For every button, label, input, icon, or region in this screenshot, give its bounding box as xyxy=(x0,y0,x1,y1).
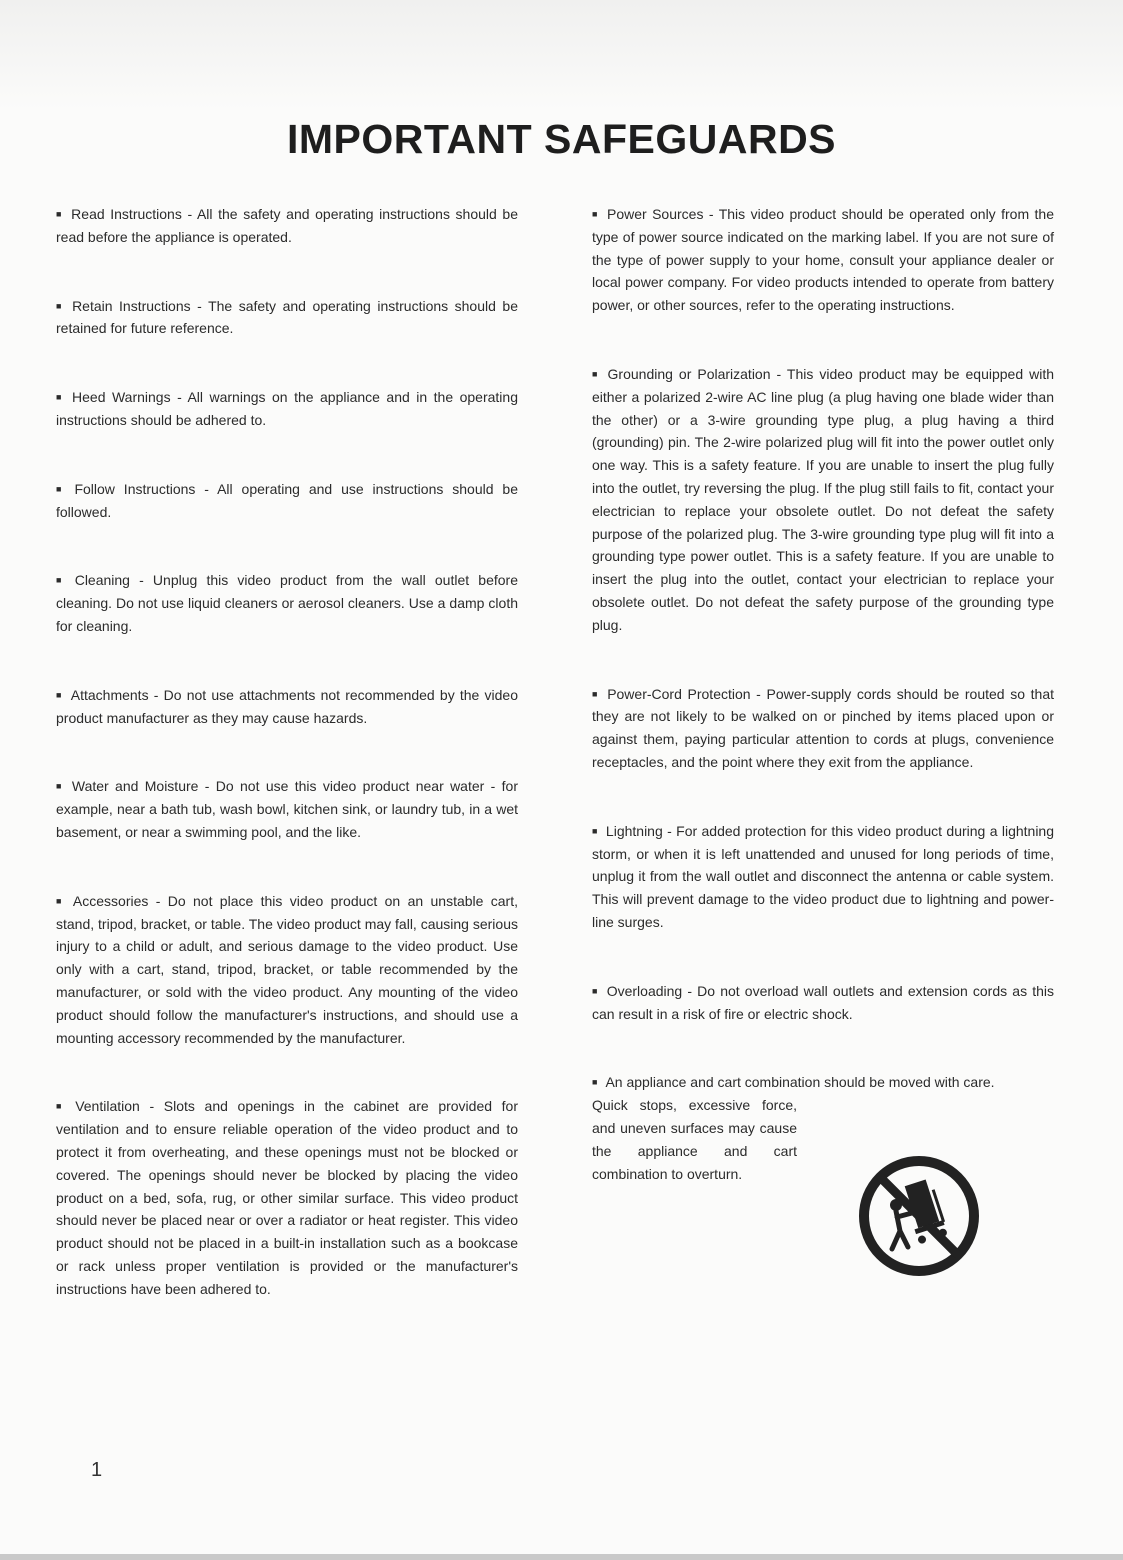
bullet-icon: ■ xyxy=(592,825,598,836)
bullet-icon: ■ xyxy=(56,1101,68,1112)
safeguard-retain-instructions xyxy=(56,295,518,341)
safeguard-text: Follow Instructions - All operating and use instructions should be followed. xyxy=(56,480,518,520)
bullet-icon: ■ xyxy=(56,781,64,792)
bullet-icon: ■ xyxy=(56,483,67,494)
safeguard-text: Read Instructions - All the safety and operating instructions should be read before the appliance is operated. xyxy=(56,206,519,245)
page-title: IMPORTANT SAFEGUARDS xyxy=(286,116,837,162)
cart-warning-lead xyxy=(592,1071,1054,1094)
safeguard-text: Accessories - Do not place this video product on an unstable cart, stand, tripod, bracket, or table. The video product may fall, causing serious injury to a child or adult, and serious damage to the video product. Use only with a cart, stand, tripod, bracket, or table recommended by the manufacturer, or sold with the video product. Any mounting of the video product should follow the manufacturer's instructions, and should use a mounting accessory recommended by the manufacturer. xyxy=(56,892,519,1046)
safeguard-text: Power Sources - This video product should be operated only from the type of power source indicated on the marking label. If you are not sure of the type of power supply to your home, consult your appliance dealer or local power company. For video products intended to operate from battery power, or other sources, refer to the operating instructions. xyxy=(592,206,1055,314)
bullet-icon: ■ xyxy=(592,209,599,219)
safeguard-cleaning xyxy=(56,569,518,637)
right-column xyxy=(592,203,1054,1185)
safeguard-text: Attachments - Do not use attachments not recommended by the video product manufacturer as they may cause hazards. xyxy=(56,686,519,726)
bullet-icon: ■ xyxy=(56,689,63,700)
safeguard-water-moisture xyxy=(56,775,518,843)
left-column xyxy=(56,203,518,1347)
safeguard-ventilation xyxy=(56,1095,518,1300)
safeguard-text: Retain Instructions - The safety and operating instructions should be retained for future reference. xyxy=(56,297,518,337)
safeguard-power-cord-protection xyxy=(592,683,1054,774)
cart-tip-over-warning-icon xyxy=(856,1153,982,1279)
safeguard-text: Grounding or Polarization - This video product may be equipped with either a polarized 2-wire AC line plug (a plug having one blade wider than the other) or a 3-wire grounding type plug, a plug having a third (grounding) pin. The 2-wire polarized plug will fit into the power outlet only one way. This is a safety feature. If you are unable to insert the plug fully into the outlet, try reversing the plug. If the plug still fails to fit, contact your electrician to replace your obsolete outlet. Do not defeat the safety purpose of the polarized plug. The 3-wire grounding type plug will fit into a grounding type power outlet. This is a safety feature. If you are unable to insert the plug into the outlet, contact your electrician to replace your obsolete outlet. Do not defeat the safety purpose of the grounding type plug. xyxy=(592,365,1054,633)
safeguard-text: Water and Moisture - Do not use this video product near water - for example, near a bath tub, wash bowl, kitchen sink, or laundry tub, in a wet basement, or near a swimming pool, and the like. xyxy=(56,778,518,840)
safeguard-accessories xyxy=(56,890,518,1050)
bullet-icon: ■ xyxy=(592,1077,598,1088)
safeguard-text: Ventilation - Slots and openings in the cabinet are provided for ventilation and to ensure reliable operation of the video product and to protect it from overheating, and these openings must not be blocked or covered. The openings should never be blocked by placing the video product on a bed, sofa, rug, or other similar surface. This video product should never be placed near or over a radiator or heat register. This video product should not be placed in a built-in installation such as a bookcase or rack unless proper ventilation is provided or the manufacturer's instructions have been adhered to. xyxy=(56,1098,518,1297)
safeguard-grounding-polarization xyxy=(592,363,1054,637)
safeguard-lightning xyxy=(592,820,1054,934)
bullet-icon: ■ xyxy=(592,985,599,996)
safeguard-text: Overloading - Do not overload wall outlets and extension cords as this can result in a risk of fire or electric shock. xyxy=(592,982,1054,1022)
safeguard-text: Lightning - For added protection for this video product during a lightning storm, or when it is left unattended and unused for long periods of time, unplug it from the wall outlet and disconnect the antenna or cable system. This will prevent damage to the video product due to lightning and power-line surges. xyxy=(592,822,1054,930)
bullet-icon: ■ xyxy=(56,575,67,586)
safeguard-overloading xyxy=(592,980,1054,1026)
bullet-icon: ■ xyxy=(592,368,600,379)
safeguard-read-instructions xyxy=(56,203,518,249)
bullet-icon: ■ xyxy=(592,688,600,699)
cart-warning-lead-text: An appliance and cart combination should be moved with care. xyxy=(605,1074,995,1091)
cart-warning-body: Quick stops, excessive force, and uneven surfaces may cause the appliance and cart combination to overturn. xyxy=(592,1097,797,1182)
safeguard-text: Cleaning - Unplug this video product from the wall outlet before cleaning. Do not use liquid cleaners or aerosol cleaners. Use a damp cloth for cleaning. xyxy=(56,572,518,634)
page-number: 1 xyxy=(91,1459,103,1481)
page-bottom-edge xyxy=(0,1554,1123,1560)
bullet-icon: ■ xyxy=(56,895,65,906)
safeguard-heed-warnings xyxy=(56,386,518,432)
safeguard-text: Power-Cord Protection - Power-supply cords should be routed so that they are not likely to be walked on or pinched by items placed upon or against them, paying particular attention to cords at plugs, convenience receptacles, and the point where they exit from the appliance. xyxy=(592,685,1054,770)
cart-warning xyxy=(592,1071,1054,1185)
bullet-icon: ■ xyxy=(56,209,64,219)
safeguard-text: Heed Warnings - All warnings on the appliance and in the operating instructions should be adhered to. xyxy=(56,389,518,428)
safeguard-power-sources xyxy=(592,203,1054,317)
bullet-icon: ■ xyxy=(56,392,65,403)
page-top-shading xyxy=(0,0,1123,110)
safeguard-follow-instructions xyxy=(56,478,518,524)
safeguard-attachments xyxy=(56,684,518,730)
bullet-icon: ■ xyxy=(56,300,65,311)
